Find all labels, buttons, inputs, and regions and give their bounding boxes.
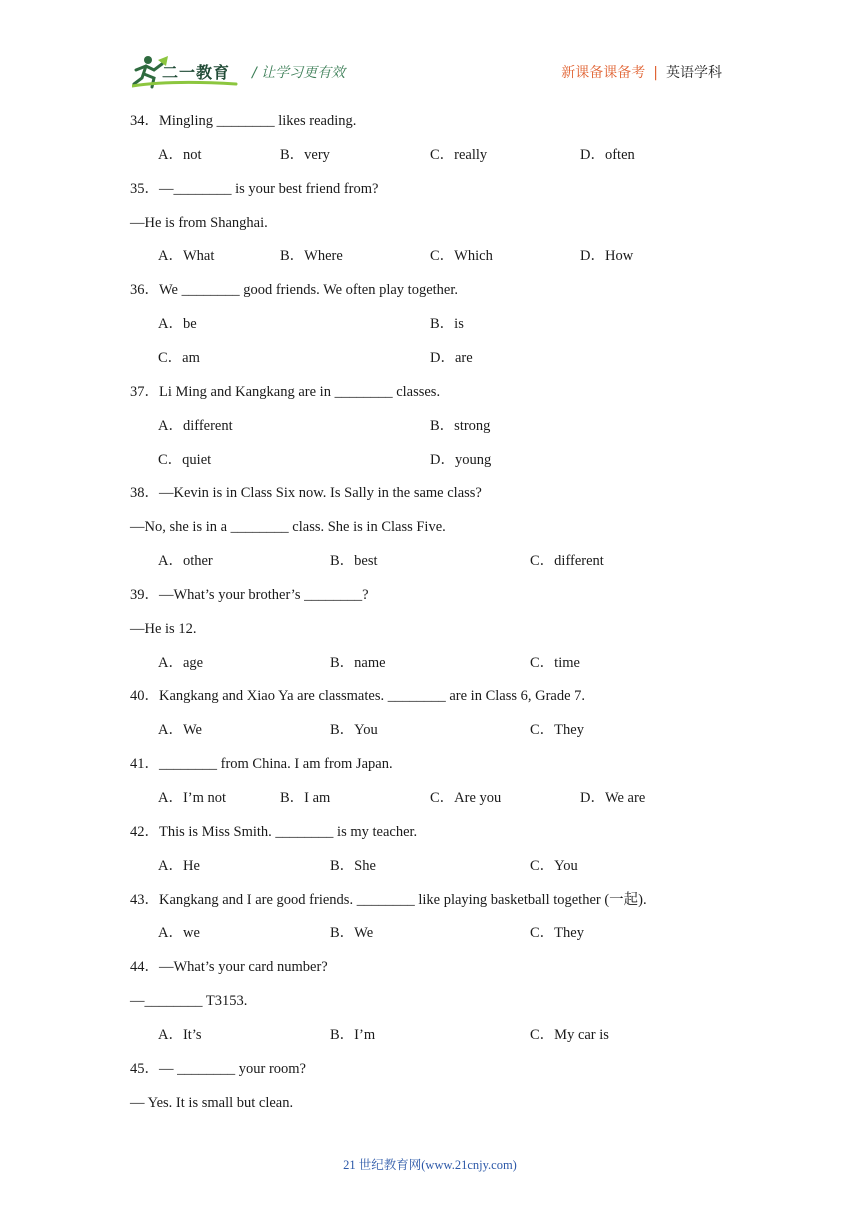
answer-option[interactable]: D．We are xyxy=(580,790,646,806)
subject-label: 英语学科 xyxy=(666,65,722,81)
answer-option[interactable]: A．He xyxy=(158,857,200,874)
answer-option[interactable]: D．young xyxy=(430,451,492,468)
answer-option[interactable]: C．really xyxy=(430,146,488,163)
answer-option[interactable]: C．Are you xyxy=(430,790,502,806)
answer-option[interactable]: D．are xyxy=(430,349,473,366)
answer-option[interactable]: B．Where xyxy=(280,248,343,265)
answer-option[interactable]: A．be xyxy=(158,316,197,333)
page-header xyxy=(0,0,860,100)
answer-option[interactable]: B．is xyxy=(430,316,464,333)
question-line: —He is 12. xyxy=(130,620,197,637)
answer-option[interactable]: A．not xyxy=(158,146,202,163)
question-stem: 42．This is Miss Smith. ________ is my teacher. xyxy=(130,823,418,840)
answer-option[interactable]: C．My car is xyxy=(530,1026,609,1043)
answer-option[interactable]: C．They xyxy=(530,722,584,739)
answer-option[interactable]: B．You xyxy=(330,722,378,739)
answer-option[interactable]: B．name xyxy=(330,654,386,671)
question-stem: 37．Li Ming and Kangkang are in ________ classes. xyxy=(130,383,441,400)
question-stem: 45．— ________ your room? xyxy=(130,1060,306,1077)
answer-option[interactable]: C．quiet xyxy=(158,451,212,468)
page-footer: 21 世纪教育网(www.21cnjy.com) xyxy=(343,1158,517,1172)
question-stem: 43．Kangkang and I are good friends. ________ like playing basketball together (一起). xyxy=(130,891,647,908)
answer-option[interactable]: C．Which xyxy=(430,248,493,265)
answer-option[interactable]: B．I’m xyxy=(330,1026,376,1043)
logo-text: 二一教育 xyxy=(162,63,231,82)
header-separator: | xyxy=(653,65,658,81)
answer-option[interactable]: D．How xyxy=(580,248,634,265)
answer-option[interactable]: B．strong xyxy=(430,417,491,434)
question-stem: 40．Kangkang and Xiao Ya are classmates. ________ are in Class 6, Grade 7. xyxy=(130,688,586,705)
answer-option[interactable]: C．different xyxy=(530,553,604,570)
answer-option[interactable]: C．time xyxy=(530,654,580,671)
logo xyxy=(132,54,240,90)
answer-option[interactable]: A．other xyxy=(158,553,213,570)
course-label: 新课备课备考 xyxy=(561,65,646,81)
question-line: —________ T3153. xyxy=(130,993,248,1010)
slogan: / 让学习更有效 xyxy=(252,65,346,81)
answer-option[interactable]: B．She xyxy=(330,857,376,874)
question-stem: 39．—What’s your brother’s ________? xyxy=(130,586,369,603)
answer-option[interactable]: B．very xyxy=(280,146,330,163)
answer-option[interactable]: A．age xyxy=(158,654,204,671)
answer-option[interactable]: B．best xyxy=(330,553,378,570)
answer-option[interactable]: A．different xyxy=(158,417,233,434)
answer-option[interactable]: D．often xyxy=(580,146,635,163)
question-stem: 44．—What’s your card number? xyxy=(130,959,328,976)
answer-option[interactable]: B．I am xyxy=(280,790,331,806)
question-line: —No, she is in a ________ class. She is in Class Five. xyxy=(130,519,446,536)
answer-option[interactable]: C．They xyxy=(530,925,584,942)
question-stem: 38．—Kevin is in Class Six now. Is Sally in the same class? xyxy=(130,485,482,502)
question-stem: 36．We ________ good friends. We often play together. xyxy=(130,282,459,299)
answer-option[interactable]: A．It’s xyxy=(158,1026,202,1043)
question-line: —He is from Shanghai. xyxy=(130,214,268,231)
question-stem: 35．—________ is your best friend from? xyxy=(130,180,379,197)
answer-option[interactable]: C．am xyxy=(158,349,200,366)
header-right xyxy=(561,62,722,82)
question-stem: 34．Mingling ________ likes reading. xyxy=(130,113,357,129)
answer-option[interactable]: B．We xyxy=(330,925,374,942)
question-stem: 41．________ from China. I am from Japan. xyxy=(130,756,393,773)
answer-option[interactable]: A．We xyxy=(158,722,202,739)
answer-option[interactable]: A．we xyxy=(158,925,200,942)
answer-option[interactable]: C．You xyxy=(530,857,578,874)
answer-option[interactable]: A．What xyxy=(158,248,215,265)
answer-option[interactable]: A．I’m not xyxy=(158,790,227,806)
question-line: — Yes. It is small but clean. xyxy=(130,1094,294,1111)
